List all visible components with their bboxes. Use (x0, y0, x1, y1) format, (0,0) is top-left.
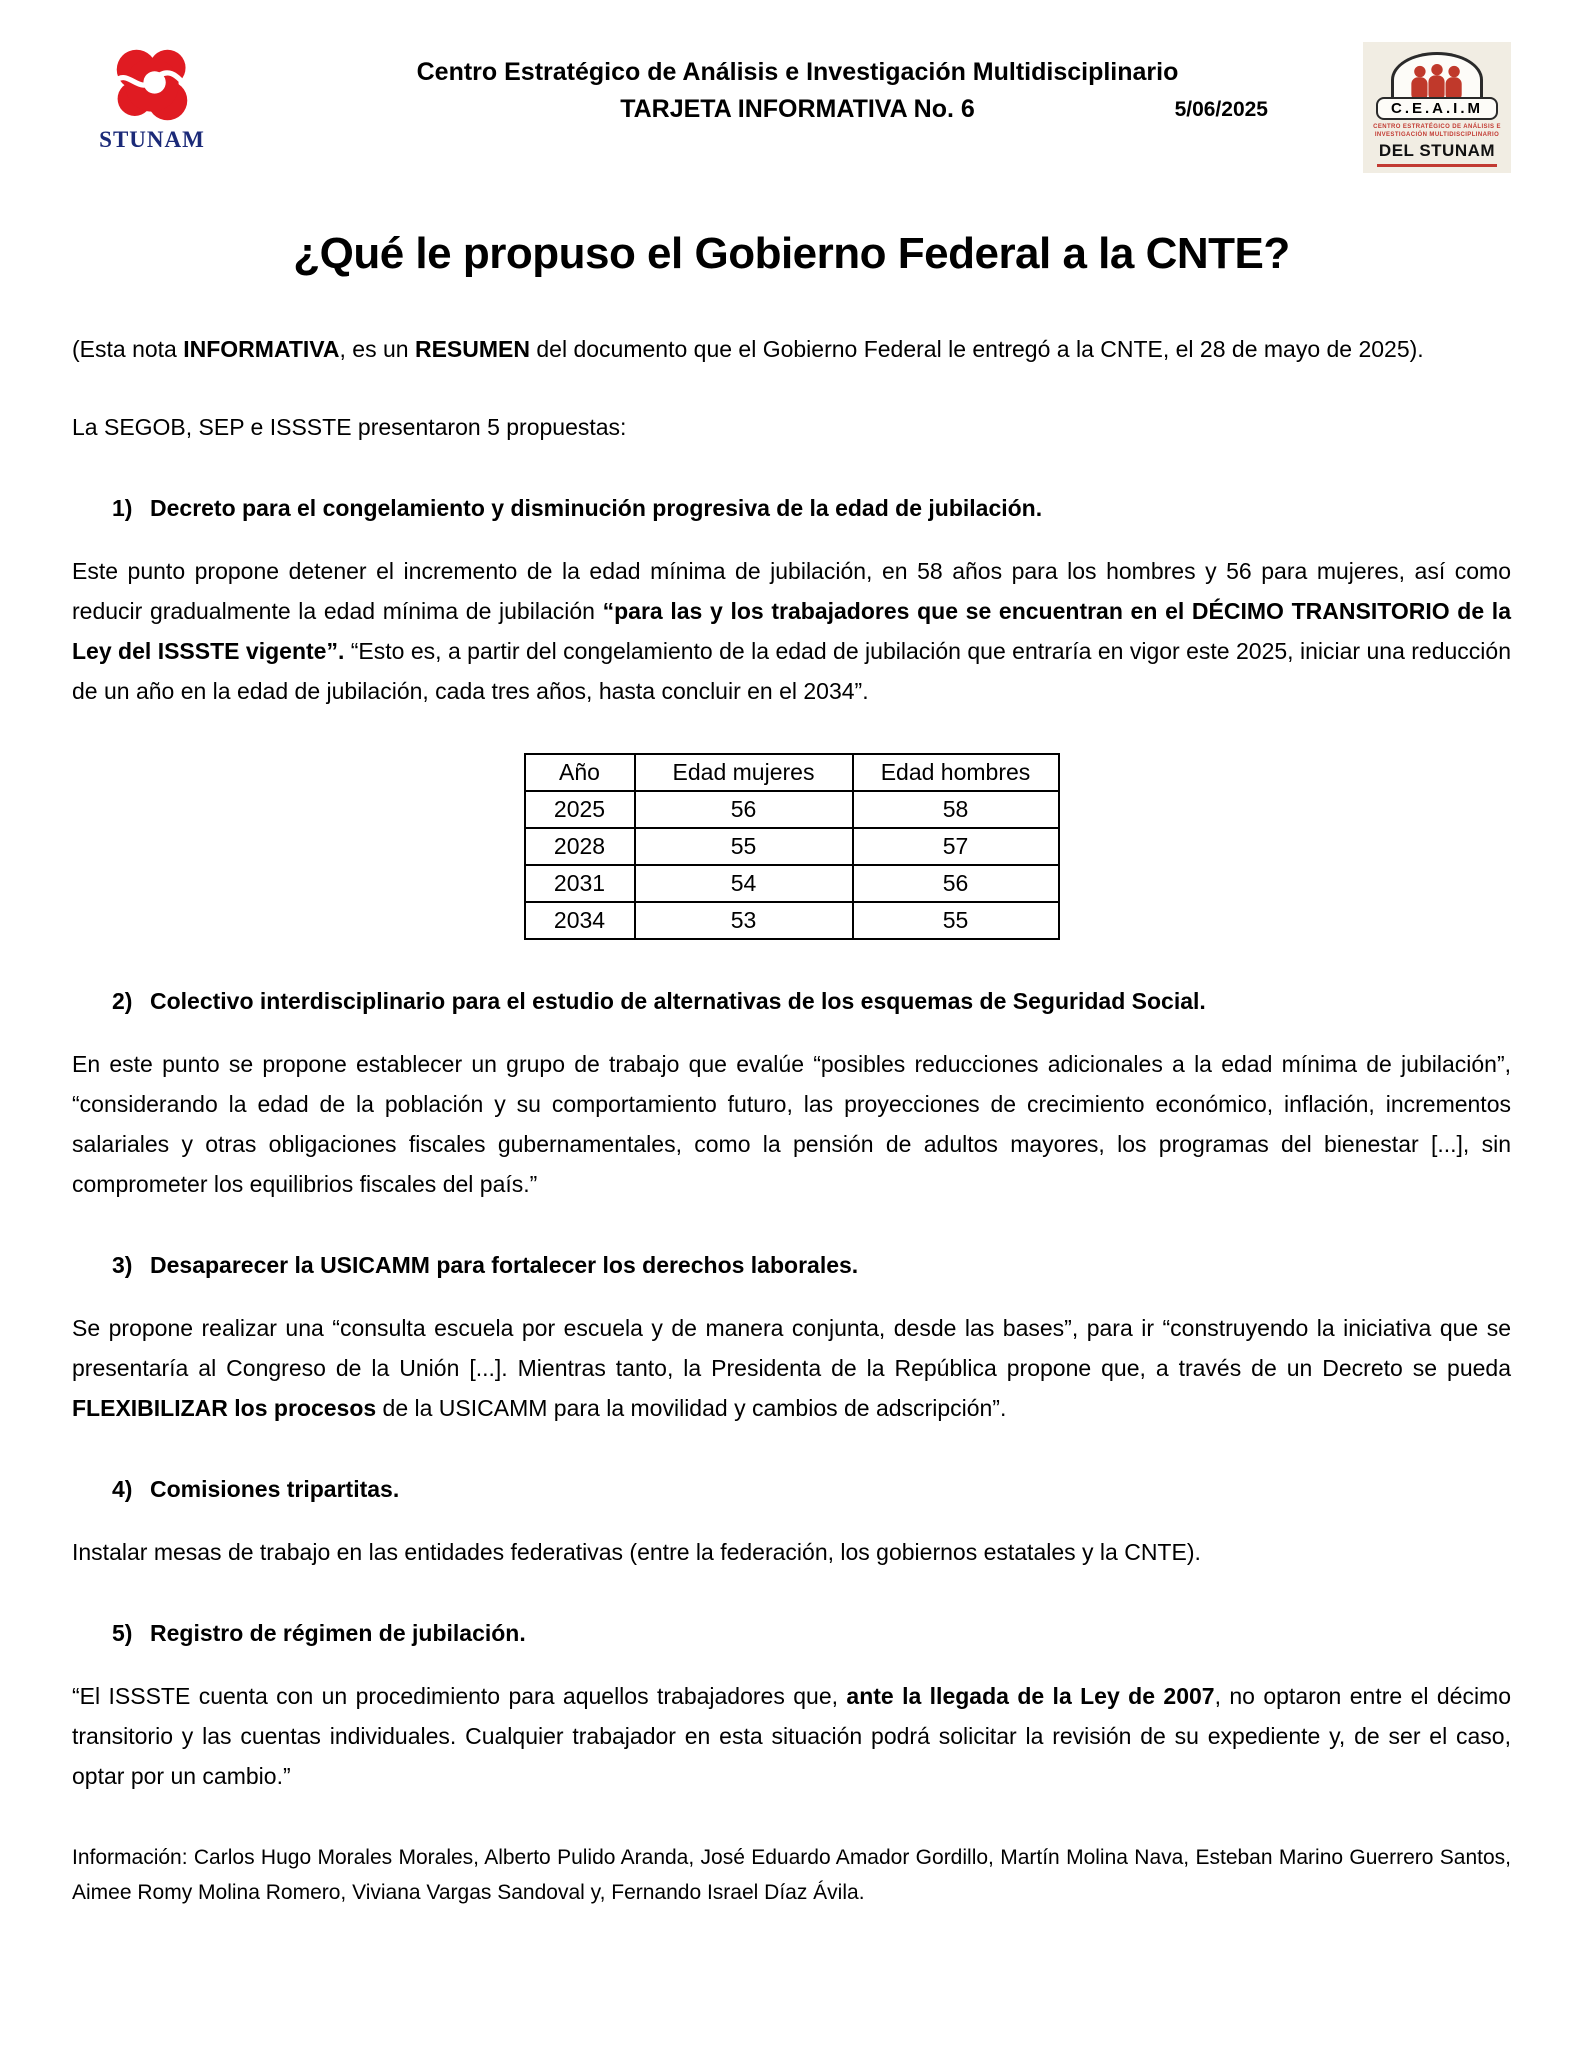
table-row (525, 865, 1059, 902)
proposal-1-paragraph (72, 551, 1511, 711)
table-header-men: Edad hombres (853, 754, 1059, 791)
ceaim-subtitle (1369, 123, 1505, 139)
proposal-4-paragraph (72, 1532, 1511, 1572)
text-run: , es un (339, 336, 415, 362)
ceaim-footer-label: DEL STUNAM (1378, 141, 1496, 160)
ceaim-underline (1377, 164, 1497, 167)
proposal-1-heading-text: Decreto para el congelamiento y disminución progresiva de la edad de jubilación. (150, 495, 1043, 521)
text-run: “Esto es, a partir del congelamiento de la edad de jubilación que entraría en vigor este 2025, iniciar una reducción de un año en la edad de jubilación, cada tres años, hasta concluir en el 2034”. (72, 638, 1512, 704)
proposal-3-heading-text: Desaparecer la USICAMM para fortalecer los derechos laborales. (150, 1252, 859, 1278)
header-text-block (232, 42, 1363, 124)
ceaim-figures-icon (1399, 63, 1475, 101)
intro-paragraph (72, 329, 1511, 369)
text-run: (Esta nota (72, 336, 184, 362)
table-row (525, 902, 1059, 939)
proposal-5-paragraph (72, 1676, 1511, 1796)
retirement-age-table (524, 753, 1060, 940)
table-cell: 2031 (525, 865, 635, 902)
proposal-5-number: 5) (112, 1620, 133, 1646)
bold-text-run: RESUMEN (414, 336, 530, 362)
bold-text-run: ante la llegada de la Ley de 2007 (846, 1683, 1215, 1709)
text-run: del documento que el Gobierno Federal le entregó a la CNTE, el 28 de mayo de 2025). (529, 336, 1424, 362)
text-run: Este punto propone detener el incremento de la edad mínima de jubilación, en 58 años para los hombres y 56 para mujeres, así como reducir gradualmente la edad mínima de jubilación (72, 558, 1511, 624)
table-cell: 58 (853, 791, 1059, 828)
proposal-4-heading-text: Comisiones tripartitas. (150, 1476, 400, 1502)
table-header-women: Edad mujeres (635, 754, 853, 791)
bold-text-run: FLEXIBILIZAR los procesos (72, 1395, 377, 1421)
bold-text-run: “para las y los trabajadores que se encuentran en el DÉCIMO TRANSITORIO de la Ley del ISSSTE vigente”. (72, 598, 1511, 664)
doc-date: 5/06/2025 (1174, 98, 1268, 121)
table-row (525, 791, 1059, 828)
table-cell: 55 (853, 902, 1059, 939)
stunam-logo (72, 42, 232, 153)
table-cell: 55 (635, 828, 853, 865)
text-run: Instalar mesas de trabajo en las entidades federativas (entre la federación, los gobiernos estatales y la CNTE). (72, 1539, 1201, 1565)
table-cell: 2028 (525, 828, 635, 865)
table-cell: 53 (635, 902, 853, 939)
proposal-1-number: 1) (112, 495, 133, 521)
ceaim-subtitle-line2: INVESTIGACIÓN MULTIDISCIPLINARIO (1374, 132, 1500, 138)
stunam-logo-label: STUNAM (99, 127, 205, 152)
table-head (525, 754, 1059, 791)
proposals-intro: La SEGOB, SEP e ISSSTE presentaron 5 propuestas: (72, 414, 627, 440)
table-row (525, 828, 1059, 865)
document-header (72, 42, 1511, 173)
proposal-4-number: 4) (112, 1476, 133, 1502)
stunam-logo-icon (93, 42, 211, 128)
table-header-year: Año (525, 754, 635, 791)
table-cell: 54 (635, 865, 853, 902)
table-cell: 56 (853, 865, 1059, 902)
table-cell: 57 (853, 828, 1059, 865)
proposal-2-number: 2) (112, 988, 133, 1014)
text-run: , no optaron entre el décimo transitorio y las cuentas individuales. Cualquier trabajador en esta situación podrá solicitar la revisión de su expediente y, de ser el caso, optar por un cambio.” (72, 1683, 1512, 1789)
proposal-5-heading (72, 1618, 1511, 1648)
table-cell: 2034 (525, 902, 635, 939)
proposal-5-heading-text: Registro de régimen de jubilación. (150, 1620, 526, 1646)
org-name: Centro Estratégico de Análisis e Investigación Multidisciplinario (416, 58, 1179, 86)
ceaim-logo (1363, 42, 1511, 173)
proposal-2-paragraph (72, 1044, 1511, 1204)
proposal-3-paragraph (72, 1308, 1511, 1428)
bold-text-run: INFORMATIVA (183, 336, 340, 362)
table-cell: 56 (635, 791, 853, 828)
table-cell: 2025 (525, 791, 635, 828)
ceaim-acronym: C.E.A.I.M (1376, 97, 1498, 120)
proposal-4-heading (72, 1474, 1511, 1504)
proposal-3-number: 3) (112, 1252, 133, 1278)
proposal-2-heading-text: Colectivo interdisciplinario para el estudio de alternativas de los esquemas de Seguridad Social. (150, 988, 1206, 1014)
ceaim-arch-icon (1391, 52, 1483, 101)
doc-number: TARJETA INFORMATIVA No. 6 (620, 95, 975, 123)
text-run: de la USICAMM para la movilidad y cambios de adscripción”. (376, 1395, 1007, 1421)
text-run: En este punto se propone establecer un grupo de trabajo que evalúe “posibles reducciones adicionales a la edad mínima de jubilación”, “considerando la edad de la población y su comportamiento futuro, las proyecciones de crecimiento económico, inflación, incrementos salariales y otras obligaciones fiscales gubernamentales, como la pensión de adultos mayores, los programas del bienestar [...], sin comprometer los equilibrios fiscales del país.” (72, 1051, 1511, 1197)
table-header-row (525, 754, 1059, 791)
doc-subtitle-row (232, 95, 1363, 124)
page-title: ¿Qué le propuso el Gobierno Federal a la CNTE? (293, 229, 1290, 278)
text-run: “El ISSSTE cuenta con un procedimiento para aquellos trabajadores que, (72, 1683, 847, 1709)
proposal-1-heading (72, 493, 1511, 523)
text-run: Se propone realizar una “consulta escuela por escuela y de manera conjunta, desde las bases”, para ir “construyendo la iniciativa que se presentaría al Congreso de la Unión [...]. Mientras tanto, la Presidenta de la República propone que, a través de un Decreto se pueda (72, 1315, 1511, 1381)
proposal-3-heading (72, 1250, 1511, 1280)
proposal-2-heading (72, 986, 1511, 1016)
ceaim-subtitle-line1: CENTRO ESTRATÉGICO DE ANÁLISIS E (1373, 124, 1501, 130)
table-body (525, 791, 1059, 939)
credits-paragraph: Información: Carlos Hugo Morales Morales, Alberto Pulido Aranda, José Eduardo Amador Gordillo, Martín Molina Nava, Esteban Marino Guerrero Santos, Aimee Romy Molina Romero, Viviana Vargas Sandoval y, Fernando Israel Díaz Ávila. (72, 1846, 1511, 1904)
